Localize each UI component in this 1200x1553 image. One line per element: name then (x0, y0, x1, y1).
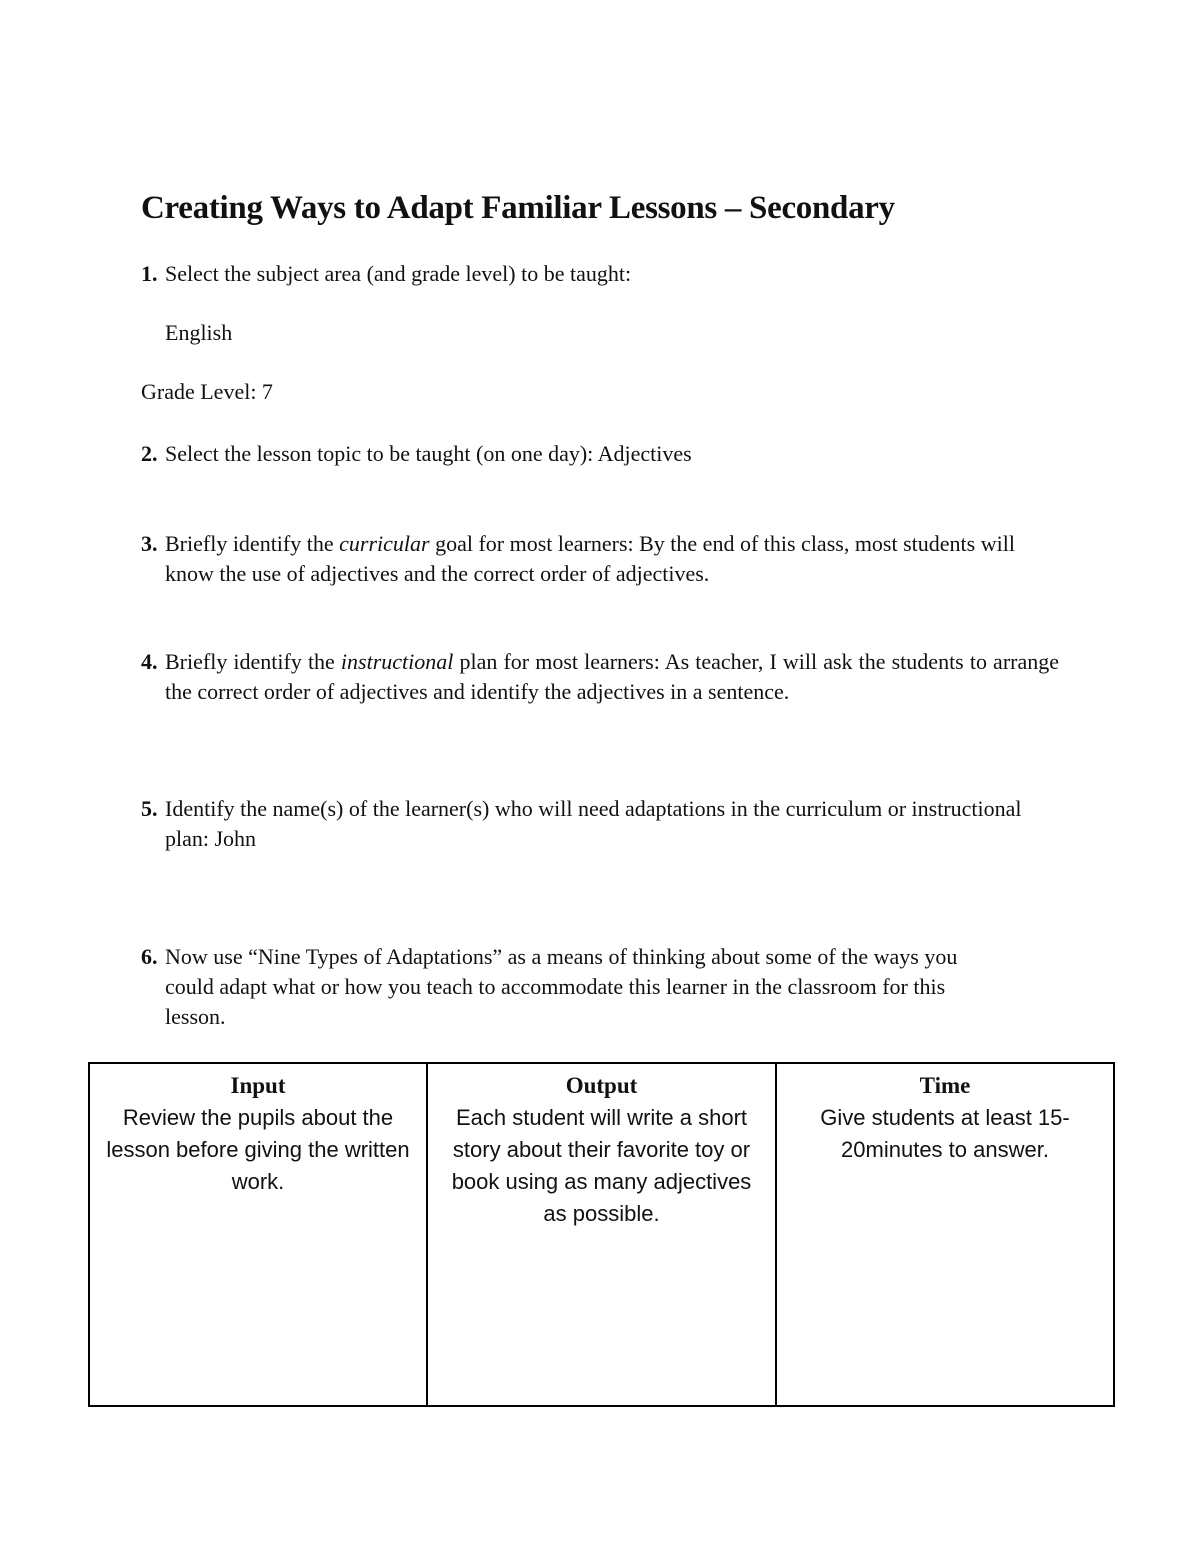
question-3-emphasis: curricular (339, 531, 430, 556)
question-3-text-after: goal for most learners: By the end of this class, most students will know the use of adjectives and the correct order of adjectives. (165, 531, 1015, 586)
question-4-text (165, 647, 1059, 707)
question-3 (141, 529, 1041, 589)
question-5 (141, 794, 1041, 854)
table-cell-output (427, 1063, 776, 1406)
question-6-number: 6. (141, 944, 158, 969)
question-3-text (165, 529, 1041, 589)
question-1 (141, 259, 1061, 289)
adaptations-table (88, 1062, 1115, 1407)
question-4-number: 4. (141, 649, 158, 674)
column-text-input: Review the pupils about the lesson before giving the written work. (106, 1105, 410, 1194)
column-text-time: Give students at least 15-20minutes to answer. (820, 1105, 1070, 1162)
question-4 (141, 647, 1059, 707)
column-text-output: Each student will write a short story about their favorite toy or book using as many adjectives as possible. (451, 1105, 752, 1226)
column-heading-input: Input (230, 1073, 286, 1098)
question-1-prompt: Select the subject area (and grade level) to be taught: (165, 261, 632, 286)
column-heading-time: Time (919, 1073, 971, 1098)
question-4-emphasis: instructional (340, 649, 454, 674)
subject-answer: English (165, 320, 233, 345)
question-3-text-before: Briefly identify the (165, 531, 340, 556)
question-4-text-after: plan for most learners: As teacher, I will ask the students to arrange the correct order of adjectives and identify the adjectives in a sentence. (165, 649, 1059, 704)
grade-level: Grade Level: 7 (141, 379, 273, 404)
table-row (89, 1063, 1114, 1406)
page-title: Creating Ways to Adapt Familiar Lessons – Secondary (141, 190, 895, 226)
question-2 (141, 439, 1061, 469)
question-4-text-before: Briefly identify the (165, 649, 341, 674)
question-2-number: 2. (141, 441, 158, 466)
question-2-text: Select the lesson topic to be taught (on one day): Adjectives (165, 441, 692, 466)
question-1-number: 1. (141, 261, 158, 286)
question-3-number: 3. (141, 531, 158, 556)
question-5-text: Identify the name(s) of the learner(s) who will need adaptations in the curriculum or instructional plan: John (165, 796, 1022, 851)
question-6 (141, 942, 1001, 1032)
question-5-number: 5. (141, 796, 158, 821)
question-6-text: Now use “Nine Types of Adaptations” as a means of thinking about some of the ways you could adapt what or how you teach to accommodate this learner in the classroom for this lesson. (165, 944, 958, 1029)
table-cell-input (89, 1063, 427, 1406)
table-cell-time (776, 1063, 1114, 1406)
column-heading-output: Output (565, 1073, 638, 1098)
